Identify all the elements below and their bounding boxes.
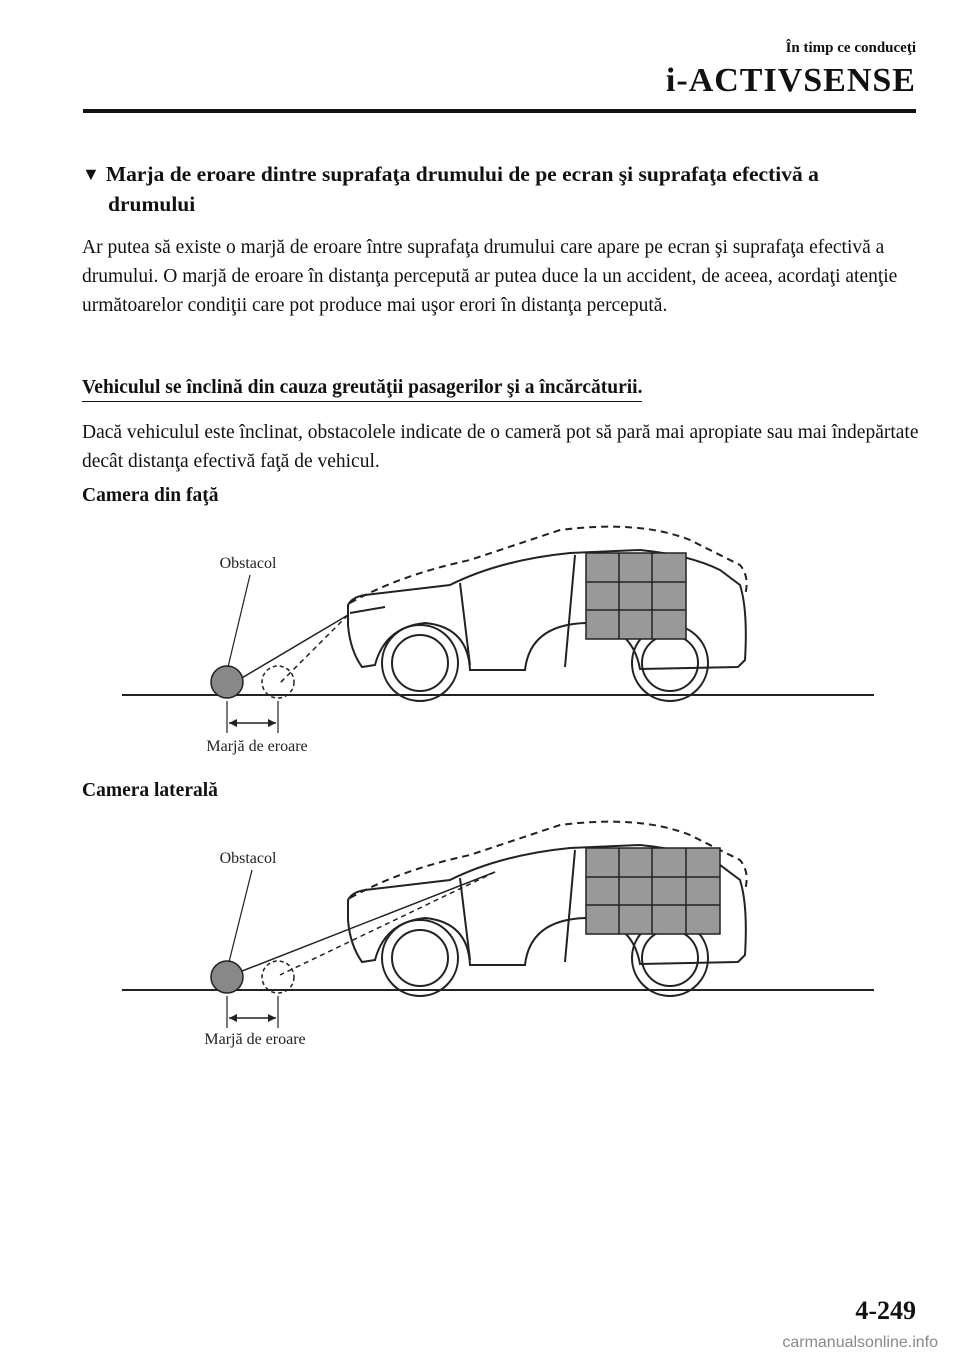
cargo-grid	[586, 553, 686, 639]
figure-title-front: Camera din faţă	[82, 485, 219, 506]
obstacle-circle	[211, 666, 243, 698]
sight-line-real	[232, 872, 495, 975]
section-heading-line2: drumului	[108, 192, 196, 216]
watermark: carmanualsonline.info	[782, 1334, 938, 1351]
header-rule	[83, 109, 916, 113]
tilted-car-outline	[350, 527, 747, 603]
page-number: 4-249	[855, 1296, 916, 1325]
section-heading	[82, 160, 902, 219]
margin-label: Marjă de eroare	[204, 1031, 306, 1048]
obstacle-leader	[229, 870, 252, 962]
figure-side-camera	[0, 810, 960, 1060]
header-chapter: i-ACTIVSENSE	[665, 62, 916, 99]
obstacle-leader	[228, 575, 250, 667]
sub-paragraph: Dacă vehiculul este înclinat, obstacolele indicate de o cameră pot să pară mai apropiate sau mai îndepărtate decât distanţa efectivă faţă de vehicul.	[82, 422, 919, 472]
obstacle-label: Obstacol	[219, 555, 277, 572]
triangle-bullet-icon: ▼	[82, 164, 100, 184]
cargo-grid	[586, 848, 720, 934]
margin-label: Marjă de eroare	[206, 738, 308, 755]
header-section: În timp ce conduceţi	[785, 40, 916, 56]
obstacle-circle	[211, 961, 243, 993]
intro-paragraph: Ar putea să existe o marjă de eroare între suprafaţa drumului care apare pe ecran şi suprafaţa efectivă a drumului. O marjă de eroare în distanţa percepută ar putea duce la un accident, de aceea, acordaţi atenţie următoarelor condiţii care pot produce mai uşor erori în distanţa percepută.	[82, 237, 898, 316]
perceived-obstacle-circle	[262, 961, 294, 993]
figure-title-side: Camera laterală	[82, 780, 218, 801]
subheading: Vehiculul se înclină din cauza greutăţii pasagerilor şi a încărcăturii.	[82, 377, 642, 402]
perceived-obstacle-circle	[262, 666, 294, 698]
obstacle-label: Obstacol	[219, 850, 277, 867]
figure-front-camera	[0, 515, 960, 765]
section-heading-line1: Marja de eroare dintre suprafaţa drumului de pe ecran şi suprafaţa efectivă a	[105, 162, 819, 186]
